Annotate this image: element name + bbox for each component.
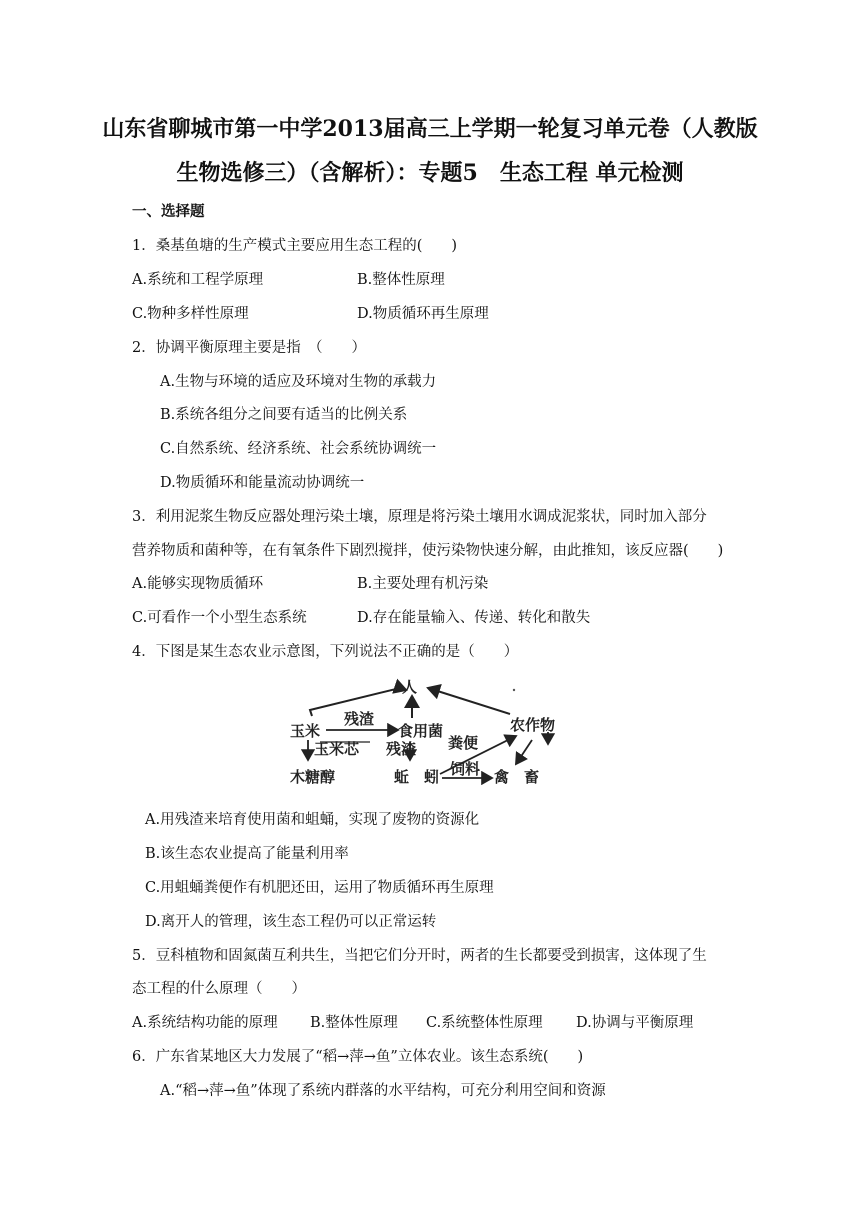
question-1-option-c: C.物种多样性原理 <box>132 306 249 322</box>
question-5-option-b: B.整体性原理 <box>310 1015 398 1031</box>
question-6-stem: 6．广东省某地区大力发展了“稻→萍→鱼”立体农业。该生态系统( ) <box>132 1049 584 1065</box>
section-heading: 一、选择题 <box>132 203 205 220</box>
question-2-option-a: A.生物与环境的适应及环境对生物的承载力 <box>160 374 437 390</box>
node-earthworm: 蚯 蚓 <box>394 768 440 786</box>
edge-residue-2: 残渣 <box>386 740 417 758</box>
question-5-option-c: C.系统整体性原理 <box>426 1015 543 1031</box>
question-4-stem: 4．下图是某生态农业示意图，下列说法不正确的是（ ） <box>132 644 519 660</box>
eco-agriculture-diagram <box>290 678 560 790</box>
node-xylitol: 木糖醇 <box>290 768 336 786</box>
question-4-option-b: B.该生态农业提高了能量利用率 <box>145 846 349 862</box>
question-2-option-c: C.自然系统、经济系统、社会系统协调统一 <box>160 441 437 457</box>
edge-residue-1: 残渣 <box>344 710 375 728</box>
question-2-option-b: B.系统各组分之间要有适当的比例关系 <box>160 407 408 423</box>
question-3-option-d: D.存在能量输入、传递、转化和散失 <box>357 610 591 626</box>
question-1-option-b: B.整体性原理 <box>357 272 445 288</box>
question-2-option-d: D.物质循环和能量流动协调统一 <box>160 475 365 491</box>
question-4-option-c: C.用蛆蛹粪便作有机肥还田，运用了物质循环再生原理 <box>145 880 494 896</box>
dot <box>513 689 515 691</box>
edge-corncob: 玉米芯 <box>314 740 360 758</box>
edge-manure: 粪便 <box>448 734 479 752</box>
question-5-stem-line-2: 态工程的什么原理（ ） <box>132 981 306 997</box>
node-edible-fungus: 食用菌 <box>398 722 444 740</box>
question-1-option-a: A.系统和工程学原理 <box>132 272 264 288</box>
node-corn: 玉米 <box>290 722 321 740</box>
question-3-option-b: B.主要处理有机污染 <box>357 576 489 592</box>
question-5-option-d: D.协调与平衡原理 <box>576 1015 694 1031</box>
arrow-crop-to-livestock <box>516 740 532 764</box>
question-4-option-d: D.离开人的管理，该生态工程仍可以正常运转 <box>145 914 437 930</box>
question-1-stem: 1．桑基鱼塘的生产模式主要应用生态工程的( ) <box>132 238 458 254</box>
question-3-stem-line-2: 营养物质和菌种等，在有氧条件下剧烈搅拌，使污染物快速分解，由此推知，该反应器( ) <box>132 543 724 559</box>
question-3-option-a: A.能够实现物质循环 <box>132 576 264 592</box>
question-2-stem: 2．协调平衡原理主要是指 （ ） <box>132 340 366 356</box>
question-3-option-c: C.可看作一个小型生态系统 <box>132 610 307 626</box>
arrow-crop-to-human <box>428 688 510 714</box>
question-5-option-a: A.系统结构功能的原理 <box>132 1015 278 1031</box>
page-title-line-2: 生物选修三）（含解析）：专题5 生态工程 单元检测 <box>176 160 684 186</box>
question-3-stem-line-1: 3．利用泥浆生物反应器处理污染土壤，原理是将污染土壤用水调成泥浆状，同时加入部分 <box>132 509 707 525</box>
edge-feed: 饲料 <box>450 760 481 778</box>
question-4-option-a: A.用残渣来培育使用菌和蛆蛹，实现了废物的资源化 <box>145 812 480 828</box>
node-human: 人 <box>402 678 418 696</box>
question-1-option-d: D.物质循环再生原理 <box>357 306 489 322</box>
question-5-stem-line-1: 5．豆科植物和固氮菌互利共生，当把它们分开时，两者的生长都要受到损害，这体现了生 <box>132 948 707 964</box>
page-title-line-1: 山东省聊城市第一中学2013届高三上学期一轮复习单元卷（人教版 <box>102 116 758 142</box>
question-6-option-a: A.“稻→萍→鱼”体现了系统内群落的水平结构，可充分利用空间和资源 <box>160 1083 606 1099</box>
node-livestock: 禽 畜 <box>494 768 540 786</box>
node-crop: 农作物 <box>510 716 556 734</box>
